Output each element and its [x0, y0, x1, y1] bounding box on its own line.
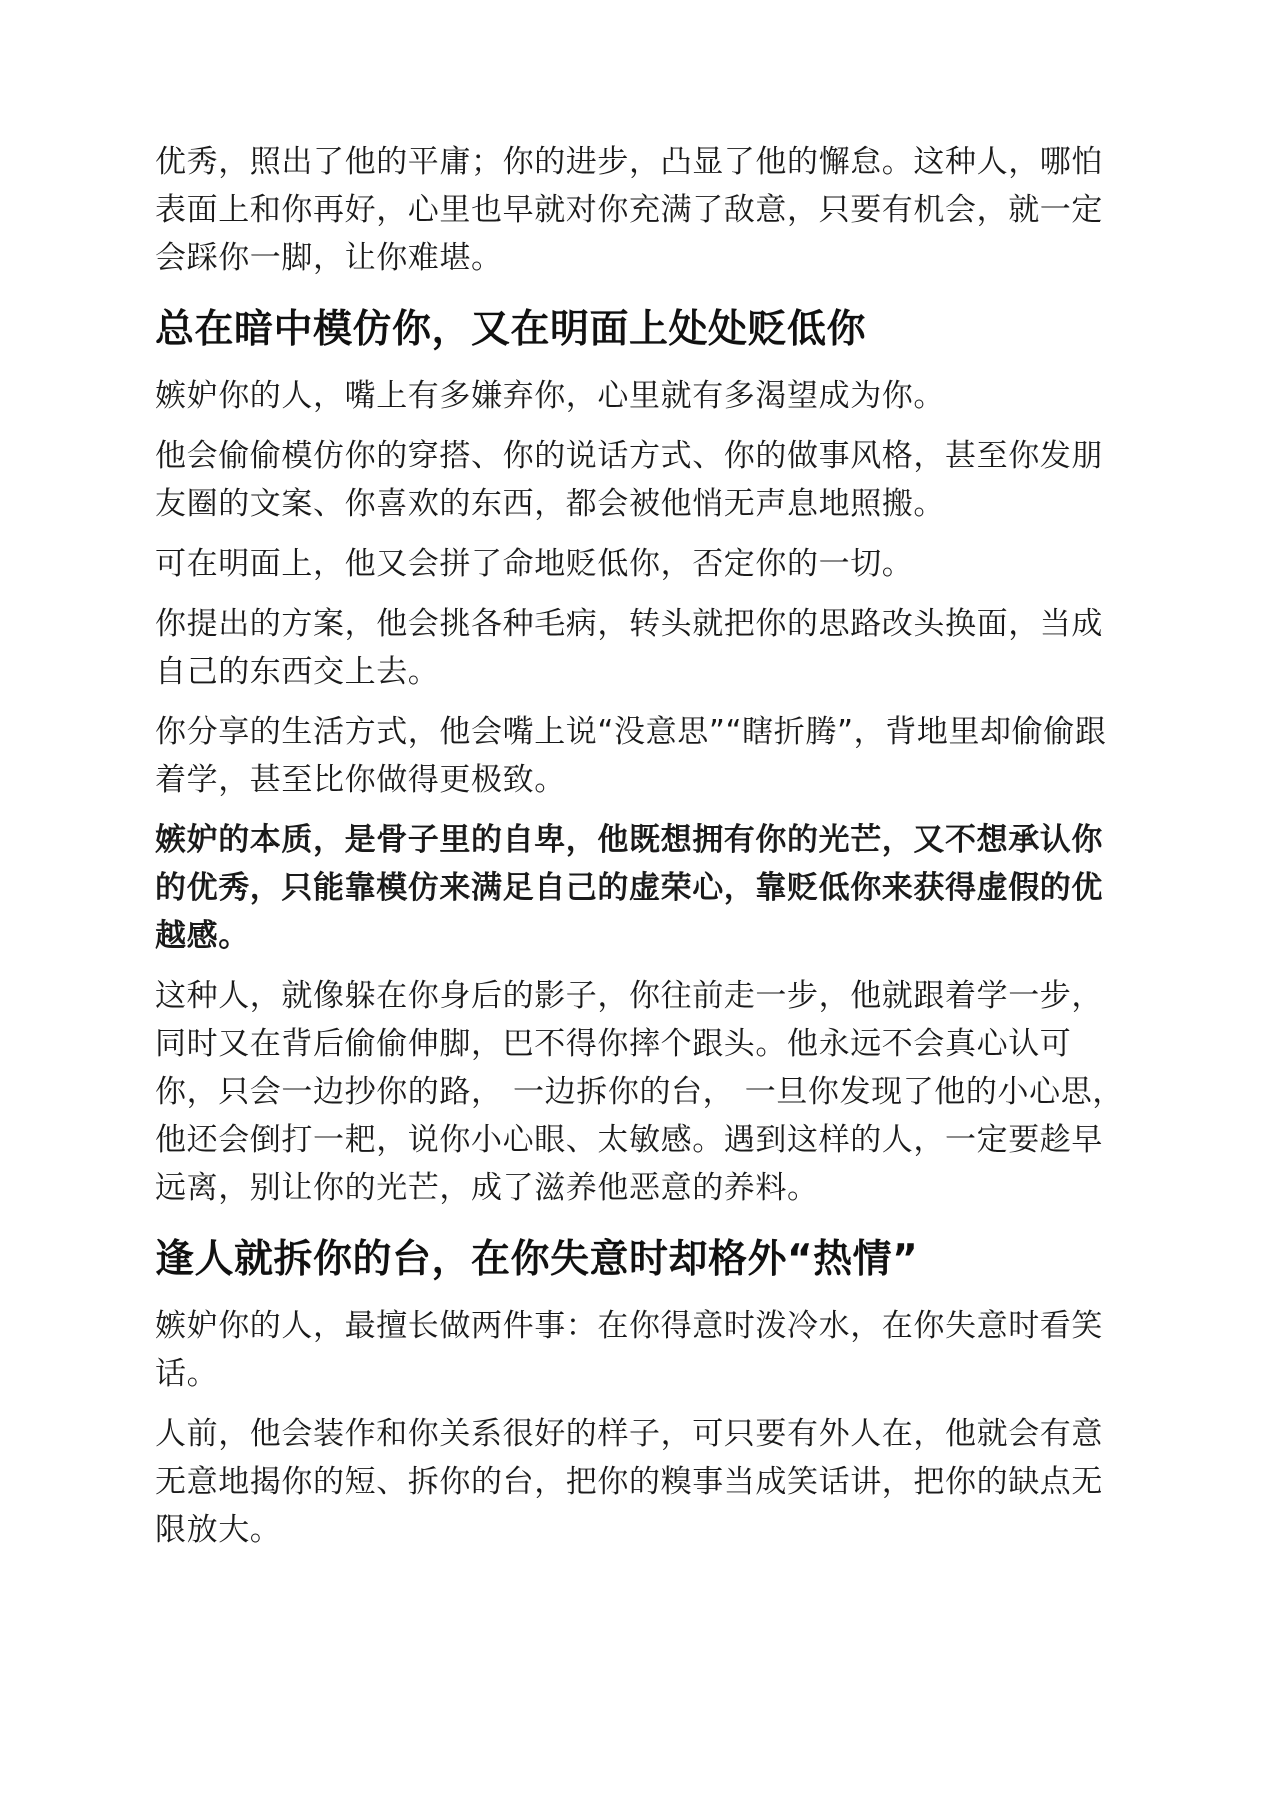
section1-paragraph-2: 他会偷偷模仿你的穿搭、你的说话方式、你的做事风格，甚至你发朋友圈的文案、你喜欢的东西，都会被他悄无声息地照搬。: [155, 438, 1103, 522]
section2-paragraph-1: 嫉妒你的人，最擅长做两件事：在你得意时泼冷水，在你失意时看笑话。: [155, 1308, 1103, 1392]
section1-paragraph-3: 可在明面上，他又会拼了命地贬低你，否定你的一切。: [155, 546, 914, 582]
section1-emphasis-paragraph: 嫉妒的本质，是骨子里的自卑，他既想拥有你的光芒，又不想承认你的优秀，只能靠模仿来满足自己的虚荣心，靠贬低你来获得虚假的优越感。: [155, 822, 1103, 954]
section1-paragraph-4: 你提出的方案，他会挑各种毛病，转头就把你的思路改头换面，当成自己的东西交上去。: [155, 606, 1103, 690]
intro-paragraph: 优秀，照出了他的平庸；你的进步，凸显了他的懈怠。这种人，哪怕表面上和你再好，心里也早就对你充满了敌意，只要有机会，就一定会踩你一脚，让你难堪。: [155, 144, 1103, 276]
section1-paragraph-5: 你分享的生活方式，他会嘴上说“没意思”“瞎折腾”，背地里却偷偷跟着学，甚至比你做得更极致。: [155, 714, 1107, 798]
section-heading-2: 逢人就拆你的台，在你失意时却格外“热情”: [155, 1237, 919, 1282]
section-heading-1: 总在暗中模仿你，又在明面上处处贬低你: [155, 307, 867, 352]
section2-paragraph-2: 人前，他会装作和你关系很好的样子，可只要有外人在，他就会有意无意地揭你的短、拆你的台，把你的糗事当成笑话讲，把你的缺点无限放大。: [155, 1416, 1103, 1548]
section1-paragraph-7: 这种人，就像躲在你身后的影子，你往前走一步，他就跟着学一步，同时又在背后偷偷伸脚，巴不得你摔个跟头。他永远不会真心认可你，只会一边抄你的路， 一边拆你的台， 一旦你发现了他的小心思，他还会倒打一耙，说你小心眼、太敏感。遇到这样的人，一定要趁早远离，别让你的光芒，成了滋养他恶意的养料。: [155, 978, 1124, 1206]
article-page: [155, 138, 1130, 1566]
section1-paragraph-1: 嫉妒你的人，嘴上有多嫌弃你，心里就有多渴望成为你。: [155, 378, 945, 414]
